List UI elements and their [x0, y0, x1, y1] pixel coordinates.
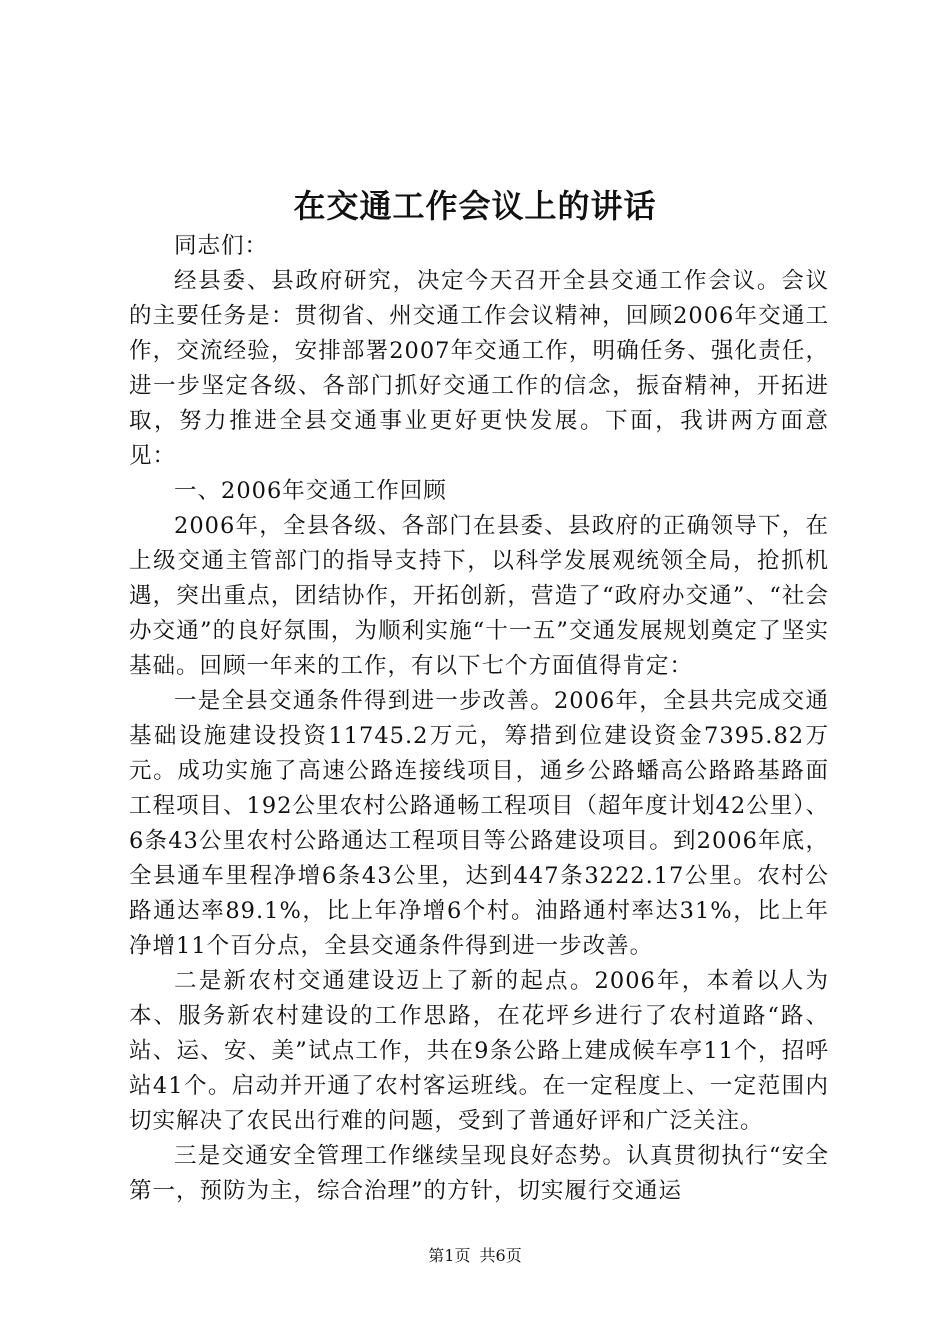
- point-two-paragraph: 二是新农村交通建设迈上了新的起点。2006年，本着以人为本、服务新农村建设的工作思路，在花坪乡进行了农村道路“路、站、运、安、美”试点工作，共在9条公路上建成候车亭11个，招呼站41个。启动并开通了农村客运班线。在一定程度上、一定范围内切实解决了农民出行难的问题，受到了普通好评和广泛关注。: [129, 968, 829, 1134]
- page-total: 共6页: [479, 1246, 522, 1265]
- section-heading: 一、2006年交通工作回顾: [174, 478, 447, 504]
- page-number: 第1页: [428, 1246, 471, 1265]
- salutation-paragraph: 同志们：: [174, 233, 269, 259]
- point-three-paragraph: 三是交通安全管理工作继续呈现良好态势。认真贯彻执行“安全第一，预防为主，综合治理”的方针，切实履行交通运: [129, 1143, 829, 1204]
- document-title: 在交通工作会议上的讲话: [293, 187, 657, 225]
- review-paragraph: 2006年，全县各级、各部门在县委、县政府的正确领导下，在上级交通主管部门的指导支持下，以科学发展观统领全局，抢抓机遇，突出重点，团结协作，开拓创新，营造了“政府办交通”、“社会办交通”的良好氛围，为顺利实施“十一五”交通发展规划奠定了坚实基础。回顾一年来的工作，有以下七个方面值得肯定：: [129, 513, 829, 679]
- page-footer: [0, 1246, 950, 1266]
- document-body: [129, 229, 829, 1209]
- point-one-paragraph: 一是全县交通条件得到进一步改善。2006年，全县共完成交通基础设施建设投资11745.2万元，筹措到位建设资金7395.82万元。成功实施了高速公路连接线项目，通乡公路蟠高公路路基路面工程项目、192公里农村公路通畅工程项目（超年度计划42公里）、6条43公里农村公路通达工程项目等公路建设项目。到2006年底，全县通车里程净增6条43公里，达到447条3222.17公里。农村公路通达率89.1%，比上年净增6个村。油路通村率达31%，比上年净增11个百分点，全县交通条件得到进一步改善。: [129, 688, 829, 959]
- intro-paragraph: 经县委、县政府研究，决定今天召开全县交通工作会议。会议的主要任务是：贯彻省、州交通工作会议精神，回顾2006年交通工作，交流经验，安排部署2007年交通工作，明确任务、强化责任，进一步坚定各级、各部门抓好交通工作的信念，振奋精神，开拓进取，努力推进全县交通事业更好更快发展。下面，我讲两方面意见：: [129, 268, 829, 469]
